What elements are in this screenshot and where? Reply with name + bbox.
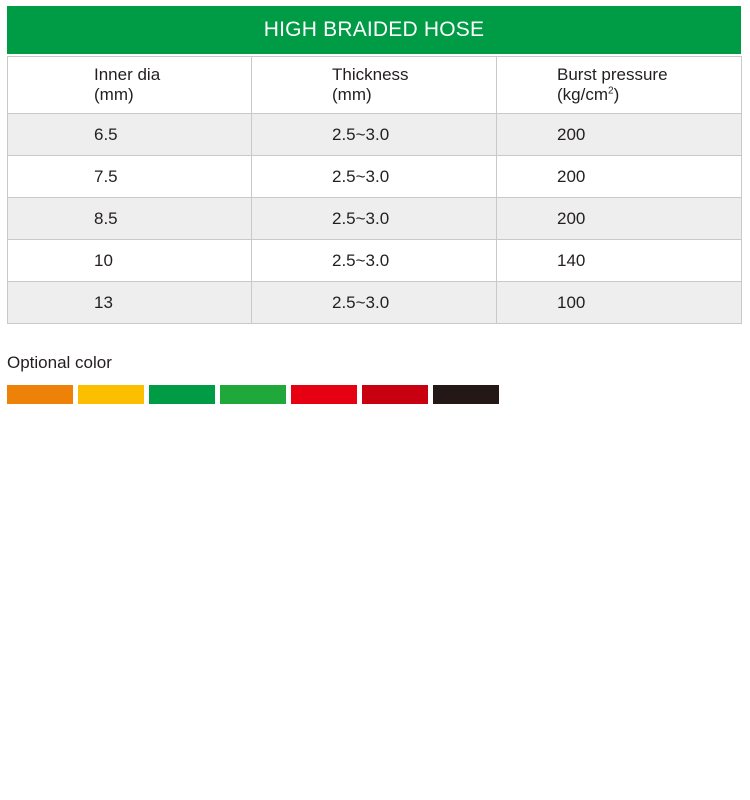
header-thickness <box>252 57 497 114</box>
color-swatch-light-green <box>220 385 286 404</box>
cell-thickness: 2.5~3.0 <box>252 198 497 240</box>
header-burst-pressure <box>497 57 742 114</box>
table-header-row <box>8 57 742 114</box>
table-row <box>8 282 742 324</box>
cell-burst-pressure: 140 <box>497 240 742 282</box>
header-burst-pressure-label: Burst pressure <box>557 65 668 84</box>
header-burst-pressure-superscript: 2 <box>608 85 614 97</box>
cell-thickness: 2.5~3.0 <box>252 282 497 324</box>
header-burst-pressure-unit: (kg/cm <box>557 85 608 104</box>
table-row <box>8 114 742 156</box>
header-burst-pressure-unit-line <box>557 85 741 105</box>
color-swatch-yellow <box>78 385 144 404</box>
cell-burst-pressure: 200 <box>497 156 742 198</box>
cell-inner-dia: 8.5 <box>8 198 252 240</box>
cell-thickness: 2.5~3.0 <box>252 114 497 156</box>
header-inner-dia-unit: (mm) <box>94 85 134 104</box>
color-swatch-black <box>433 385 499 404</box>
header-thickness-label: Thickness <box>332 65 409 84</box>
cell-burst-pressure: 200 <box>497 198 742 240</box>
cell-inner-dia: 6.5 <box>8 114 252 156</box>
spec-table <box>7 56 742 324</box>
table-row <box>8 240 742 282</box>
cell-burst-pressure: 100 <box>497 282 742 324</box>
header-inner-dia <box>8 57 252 114</box>
page-title: HIGH BRAIDED HOSE <box>263 18 485 41</box>
cell-burst-pressure: 200 <box>497 114 742 156</box>
title-banner <box>7 6 741 54</box>
color-swatch-green <box>149 385 215 404</box>
color-swatches <box>7 385 504 404</box>
color-swatch-dark-red <box>362 385 428 404</box>
header-burst-pressure-unit-tail: ) <box>613 85 620 104</box>
color-swatch-orange <box>7 385 73 404</box>
table-row <box>8 156 742 198</box>
table-row <box>8 198 742 240</box>
cell-thickness: 2.5~3.0 <box>252 156 497 198</box>
color-swatch-red <box>291 385 357 404</box>
optional-color-label: Optional color <box>7 353 112 372</box>
cell-thickness: 2.5~3.0 <box>252 240 497 282</box>
header-thickness-unit: (mm) <box>332 85 372 104</box>
cell-inner-dia: 7.5 <box>8 156 252 198</box>
header-inner-dia-label: Inner dia <box>94 65 161 84</box>
cell-inner-dia: 10 <box>8 240 252 282</box>
cell-inner-dia: 13 <box>8 282 252 324</box>
